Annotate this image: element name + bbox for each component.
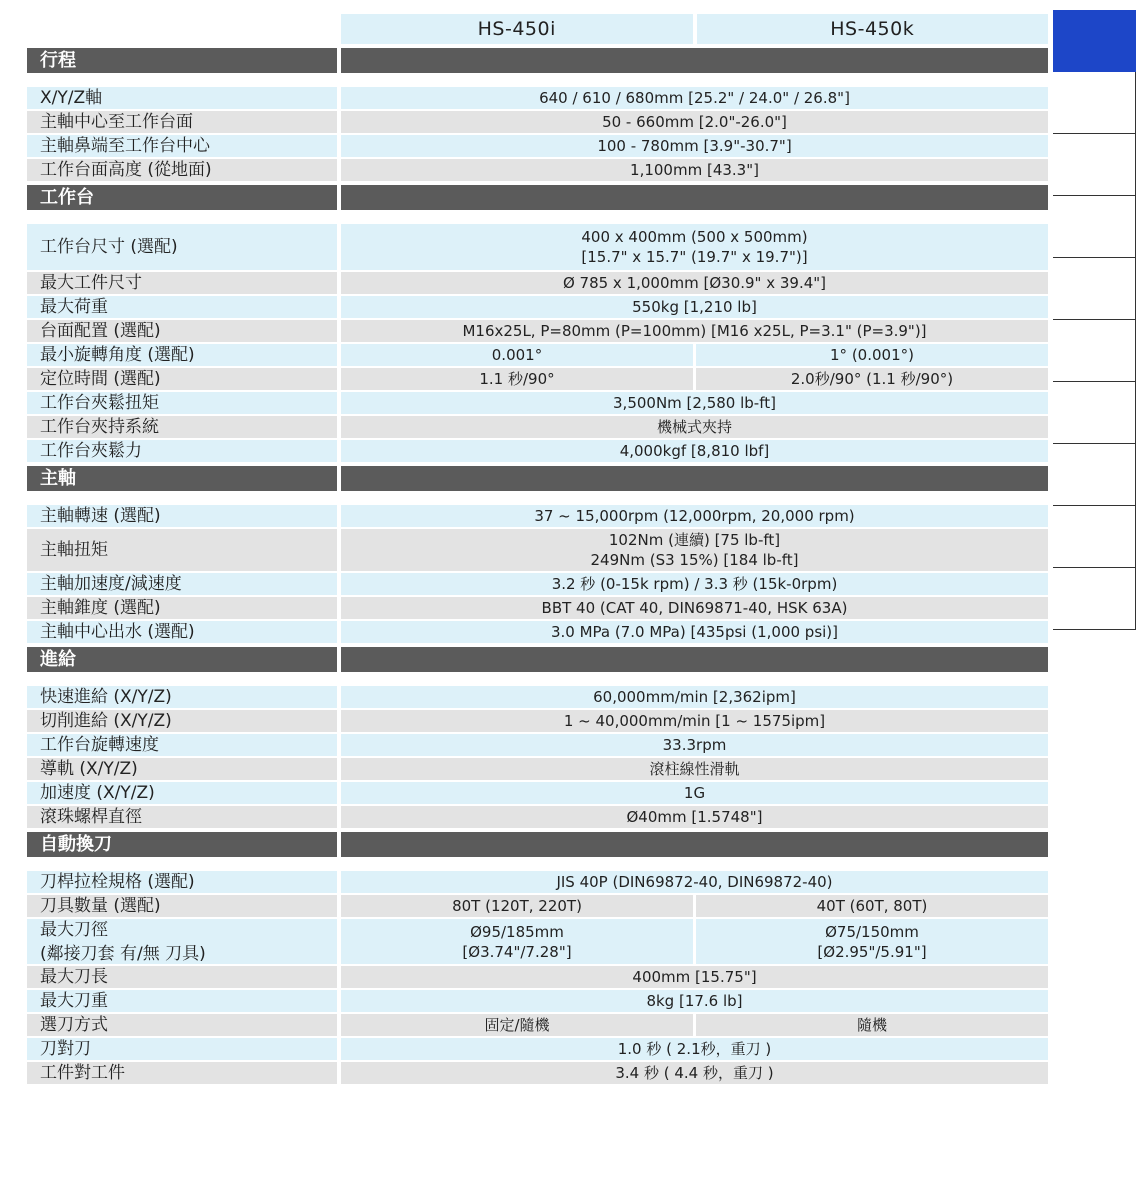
- row-value-line: 400 x 400mm (500 x 500mm): [581, 228, 808, 246]
- row-label-line: 導軌 (X/Y/Z): [40, 759, 138, 779]
- row-value-line: [Ø2.95"/5.91"]: [817, 942, 927, 961]
- row-label: [27, 505, 337, 527]
- row-label: [27, 368, 337, 390]
- row-label: [27, 272, 337, 294]
- row-label: [27, 344, 337, 366]
- side-tab[interactable]: [1053, 72, 1136, 134]
- row-value: [341, 159, 1048, 181]
- row-label-line: 工作台面高度 (從地面): [40, 160, 212, 180]
- row-value-line: 3.2 秒 (0-15k rpm) / 3.3 秒 (15k-0rpm): [551, 575, 838, 593]
- row-label-line: 最大荷重: [40, 297, 108, 317]
- table-row: [27, 621, 1048, 643]
- table-row: [27, 597, 1048, 619]
- row-value-line: Ø 785 x 1,000mm [Ø30.9" x 39.4"]: [562, 274, 827, 292]
- table-row: [27, 782, 1048, 804]
- table-row: [27, 1014, 1048, 1036]
- row-value: [341, 573, 1048, 595]
- row-value-line: 40T (60T, 80T): [816, 897, 928, 915]
- row-value-line: 2.0秒/90° (1.1 秒/90°): [790, 370, 954, 388]
- row-value-line: 550kg [1,210 lb]: [632, 298, 757, 316]
- table-row: [27, 344, 1048, 366]
- row-value: [341, 710, 1048, 732]
- row-label: [27, 1062, 337, 1084]
- table-body: [27, 48, 1048, 1084]
- row-label-line: 最小旋轉角度 (選配): [40, 345, 195, 365]
- row-value-line: 102Nm (連續) [75 lb-ft]: [608, 531, 781, 549]
- section-header: [27, 647, 1048, 672]
- side-tab[interactable]: [1053, 258, 1136, 320]
- row-value: [341, 296, 1048, 318]
- row-label-line: 主軸加速度/減速度: [40, 574, 182, 594]
- row-value-line: 80T (120T, 220T): [452, 897, 582, 915]
- section-header: [27, 185, 1048, 210]
- row-value-line: 1,100mm [43.3"]: [630, 161, 759, 179]
- side-tab[interactable]: [1053, 506, 1136, 568]
- row-value-line: 0.001°: [491, 346, 543, 364]
- row-label: [27, 686, 337, 708]
- row-value: [341, 782, 1048, 804]
- row-label-line: 主軸中心出水 (選配): [40, 622, 195, 642]
- row-value: [341, 806, 1048, 828]
- row-value-line: JIS 40P (DIN69872-40, DIN69872-40): [556, 873, 833, 891]
- row-label-line: 主軸錐度 (選配): [40, 598, 161, 618]
- row-label: [27, 111, 337, 133]
- table-row: [27, 392, 1048, 414]
- row-label-line: 工作台旋轉速度: [40, 735, 159, 755]
- row-label-line: 滾珠螺桿直徑: [40, 807, 142, 827]
- section-header: [27, 466, 1048, 491]
- row-label-line: 工件對工件: [40, 1063, 125, 1083]
- row-value: [341, 505, 1048, 527]
- row-value-line: 400mm [15.75"]: [632, 968, 757, 986]
- row-value: [696, 895, 1048, 917]
- row-value: [341, 272, 1048, 294]
- row-label: [27, 782, 337, 804]
- table-row: [27, 573, 1048, 595]
- row-label: [27, 734, 337, 756]
- row-value: [341, 111, 1048, 133]
- row-value: [341, 758, 1048, 780]
- table-row: [27, 895, 1048, 917]
- row-value-line: 1.1 秒/90°: [479, 370, 555, 388]
- section-title: 行程: [27, 48, 337, 73]
- row-label-line: 工作台夾鬆扭矩: [40, 393, 159, 413]
- row-value-line: M16x25L, P=80mm (P=100mm) [M16 x25L, P=3.1" (P=3.9")]: [462, 322, 927, 340]
- section-title: 進給: [27, 647, 337, 672]
- row-label-line: 工作台夾鬆力: [40, 441, 142, 461]
- row-value: [341, 392, 1048, 414]
- table-row: [27, 320, 1048, 342]
- row-label: [27, 87, 337, 109]
- row-value-line: 3,500Nm [2,580 lb-ft]: [613, 394, 776, 412]
- row-value: [341, 416, 1048, 438]
- table-row: [27, 758, 1048, 780]
- table-row: [27, 440, 1048, 462]
- row-value-line: 50 - 660mm [2.0"-26.0"]: [602, 113, 787, 131]
- row-label-line: 定位時間 (選配): [40, 369, 161, 389]
- row-label: [27, 573, 337, 595]
- row-label: [27, 135, 337, 157]
- row-value-line: 1° (0.001°): [830, 346, 914, 364]
- row-value-line: 1 ~ 40,000mm/min [1 ~ 1575ipm]: [563, 712, 826, 730]
- row-value: [341, 1062, 1048, 1084]
- row-value-line: 4,000kgf [8,810 lbf]: [619, 442, 770, 460]
- table-row: [27, 87, 1048, 109]
- row-value-line: 隨機: [856, 1016, 887, 1034]
- row-value-line: 60,000mm/min [2,362ipm]: [593, 688, 796, 706]
- row-value-line: 1.0 秒 ( 2.1秒，重刀 ): [617, 1040, 772, 1058]
- side-tab[interactable]: [1053, 196, 1136, 258]
- table-row: [27, 919, 1048, 964]
- row-value: [341, 135, 1048, 157]
- side-tab[interactable]: [1053, 568, 1136, 630]
- side-tab-active[interactable]: [1053, 10, 1136, 72]
- row-label: [27, 871, 337, 893]
- row-value-line: Ø95/185mm: [470, 922, 564, 941]
- row-value-line: 100 - 780mm [3.9"-30.7"]: [597, 137, 792, 155]
- row-value: [341, 1014, 693, 1036]
- row-value-line: 8kg [17.6 lb]: [646, 992, 743, 1010]
- row-value-line: [15.7" x 15.7" (19.7" x 19.7")]: [581, 248, 808, 266]
- row-value: [341, 1038, 1048, 1060]
- row-label-line: 主軸鼻端至工作台中心: [40, 136, 210, 156]
- row-value: [341, 320, 1048, 342]
- row-value: [696, 368, 1048, 390]
- table-row: [27, 159, 1048, 181]
- row-label-line: 最大刀重: [40, 991, 108, 1011]
- row-label-line: 選刀方式: [40, 1015, 108, 1035]
- row-label-line: 主軸轉速 (選配): [40, 506, 161, 526]
- table-row: [27, 990, 1048, 1012]
- model-hs450i-header: HS-450i: [341, 14, 693, 44]
- row-label: [27, 621, 337, 643]
- model-hs450k-header: HS-450k: [697, 14, 1049, 44]
- side-tab[interactable]: [1053, 320, 1136, 382]
- table-row: [27, 135, 1048, 157]
- table-row: [27, 224, 1048, 270]
- row-label: [27, 758, 337, 780]
- table-row: [27, 734, 1048, 756]
- row-label: [27, 1038, 337, 1060]
- row-label: [27, 529, 337, 571]
- table-row: [27, 966, 1048, 988]
- row-value-line: Ø40mm [1.5748"]: [626, 808, 763, 826]
- section-title: 工作台: [27, 185, 337, 210]
- side-tab[interactable]: [1053, 382, 1136, 444]
- row-value-line: 滾柱線性滑軌: [649, 760, 740, 778]
- row-label: [27, 919, 337, 964]
- row-label-line: 主軸扭矩: [40, 540, 108, 560]
- spec-table: [27, 14, 1048, 1086]
- row-value: [341, 734, 1048, 756]
- row-label-line: 刀具數量 (選配): [40, 896, 161, 916]
- row-label: [27, 320, 337, 342]
- row-label-line: 最大工件尺寸: [40, 273, 142, 293]
- row-value-line: [Ø3.74"/7.28"]: [462, 942, 572, 961]
- row-value-line: 249Nm (S3 15%) [184 lb-ft]: [590, 551, 799, 569]
- row-value-line: 1G: [683, 784, 706, 802]
- row-value-line: 33.3rpm: [662, 736, 727, 754]
- row-value: [341, 621, 1048, 643]
- table-row: [27, 529, 1048, 571]
- row-label-line: 台面配置 (選配): [40, 321, 161, 341]
- row-value-line: 3.0 MPa (7.0 MPa) [435psi (1,000 psi)]: [550, 623, 839, 641]
- row-label-line: 主軸中心至工作台面: [40, 112, 193, 132]
- row-value: [341, 440, 1048, 462]
- row-value: [341, 966, 1048, 988]
- row-label-line: 最大刀徑: [40, 919, 108, 940]
- row-value: [341, 919, 693, 964]
- row-label: [27, 966, 337, 988]
- row-value-line: 機械式夾持: [656, 418, 732, 436]
- side-tab[interactable]: [1053, 444, 1136, 506]
- row-value: [341, 224, 1048, 270]
- row-label-line: 工作台夾持系統: [40, 417, 159, 437]
- row-label-line: (鄰接刀套 有/無 刀具): [40, 943, 206, 964]
- row-label: [27, 710, 337, 732]
- row-value: [341, 895, 693, 917]
- section-title: 主軸: [27, 466, 337, 491]
- row-value: [341, 871, 1048, 893]
- row-label: [27, 1014, 337, 1036]
- row-value-line: 固定/隨機: [484, 1016, 550, 1034]
- table-row: [27, 272, 1048, 294]
- row-label: [27, 416, 337, 438]
- row-value: [341, 990, 1048, 1012]
- table-row: [27, 686, 1048, 708]
- row-value-line: 3.4 秒 ( 4.4 秒，重刀 ): [615, 1064, 774, 1082]
- row-label: [27, 895, 337, 917]
- row-value: [341, 597, 1048, 619]
- row-label-line: 工作台尺寸 (選配): [40, 237, 178, 257]
- row-label: [27, 990, 337, 1012]
- row-value-line: Ø75/150mm: [825, 922, 919, 941]
- row-value: [696, 1014, 1048, 1036]
- row-label: [27, 296, 337, 318]
- row-label-line: 切削進給 (X/Y/Z): [40, 711, 172, 731]
- row-label: [27, 440, 337, 462]
- row-value-line: BBT 40 (CAT 40, DIN69871-40, HSK 63A): [541, 599, 848, 617]
- row-label-line: 快速進給 (X/Y/Z): [40, 687, 172, 707]
- row-value: [696, 344, 1048, 366]
- table-row: [27, 1038, 1048, 1060]
- table-row: [27, 368, 1048, 390]
- row-value: [341, 529, 1048, 571]
- row-label: [27, 806, 337, 828]
- table-header: [27, 14, 1048, 44]
- section-header: [27, 48, 1048, 73]
- side-tabs: [1053, 10, 1136, 630]
- row-label: [27, 224, 337, 270]
- row-value: [341, 87, 1048, 109]
- row-label-line: 加速度 (X/Y/Z): [40, 783, 155, 803]
- section-title: 自動換刀: [27, 832, 337, 857]
- section-header: [27, 832, 1048, 857]
- row-label: [27, 392, 337, 414]
- row-label-line: 最大刀長: [40, 967, 108, 987]
- row-value: [696, 919, 1048, 964]
- table-row: [27, 710, 1048, 732]
- row-label: [27, 159, 337, 181]
- row-value-line: 640 / 610 / 680mm [25.2" / 24.0" / 26.8"]: [539, 89, 850, 107]
- table-row: [27, 505, 1048, 527]
- row-value: [341, 368, 693, 390]
- row-label: [27, 597, 337, 619]
- table-row: [27, 871, 1048, 893]
- table-row: [27, 416, 1048, 438]
- table-row: [27, 806, 1048, 828]
- table-row: [27, 296, 1048, 318]
- row-value-line: 37 ~ 15,000rpm (12,000rpm, 20,000 rpm): [534, 507, 855, 525]
- row-value: [341, 686, 1048, 708]
- table-row: [27, 1062, 1048, 1084]
- row-label-line: X/Y/Z軸: [40, 88, 103, 108]
- side-tab[interactable]: [1053, 134, 1136, 196]
- row-label-line: 刀桿拉栓規格 (選配): [40, 872, 195, 892]
- table-row: [27, 111, 1048, 133]
- row-label-line: 刀對刀: [40, 1039, 91, 1059]
- row-value: [341, 344, 693, 366]
